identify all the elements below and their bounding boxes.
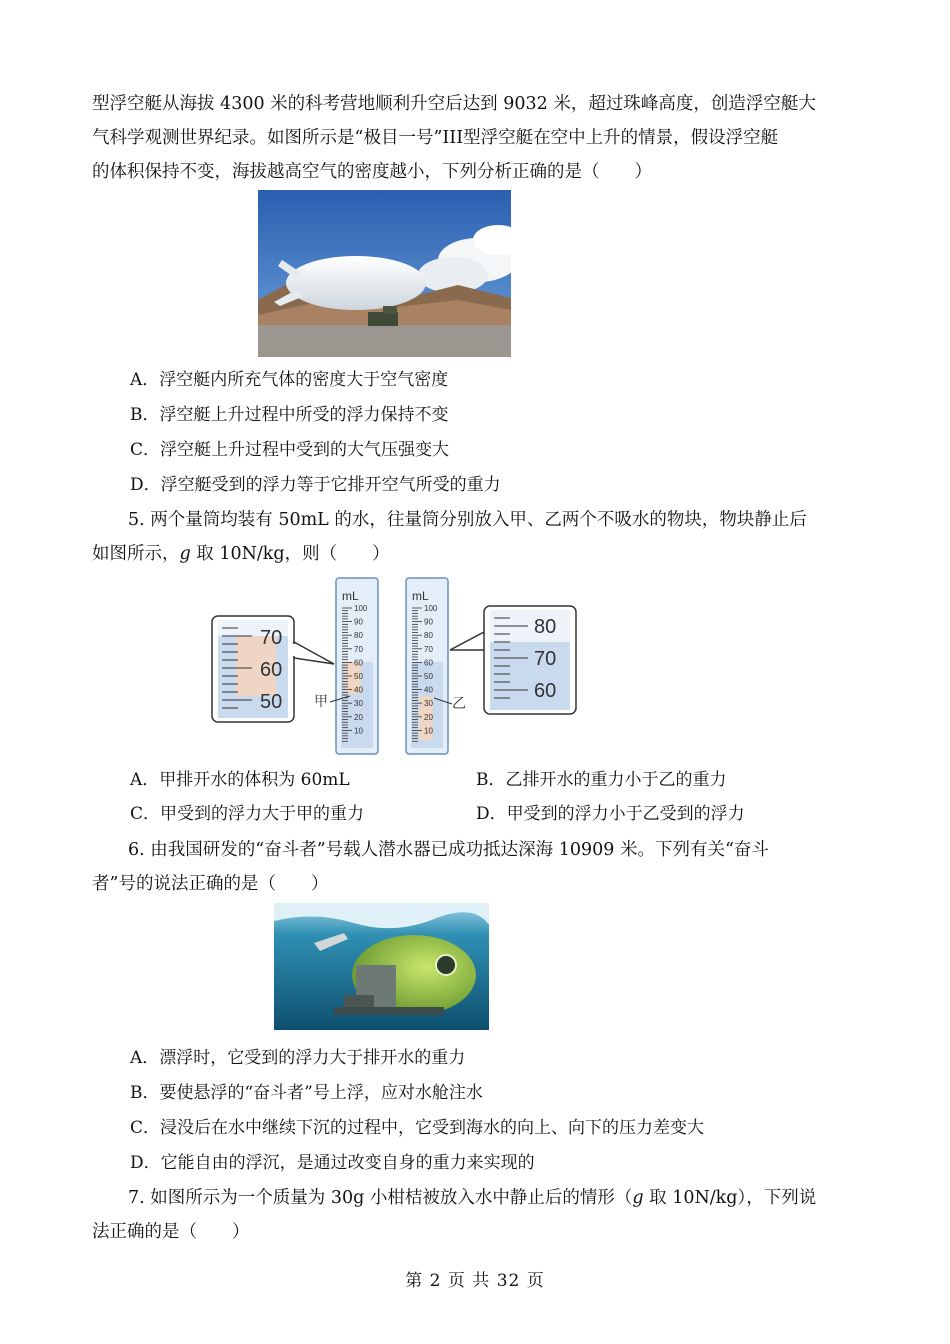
left-cylinder-scale-label: 10 [354,726,363,736]
q5-option-b: B．乙排开水的重力小于乙的重力 [476,770,727,790]
label-jia: 甲 [314,693,328,709]
left-zoom-mark-60: 60 [260,659,283,681]
left-cylinder-scale-label: 80 [354,631,363,641]
label-yi: 乙 [452,695,466,711]
q4-option-a: A．浮空艇内所充气体的密度大于空气密度 [130,370,449,390]
left-cylinder-scale-label: 50 [354,672,363,681]
q6-option-d: D．它能自由的浮沉，是通过改变自身的重力来实现的 [130,1153,535,1173]
q4-option-b: B．浮空艇上升过程中所受的浮力保持不变 [130,405,449,425]
right-zoom-mark-60: 60 [534,680,557,702]
q6-option-b: B．要使悬浮的“奋斗者”号上浮，应对水舱注水 [130,1083,483,1103]
q5-option-a: A．甲排开水的体积为 60mL [130,770,350,790]
q4-text-line-1: 型浮空艇从海拔 4300 米的科考营地顺利升空后达到 9032 米，超过珠峰高度，创造浮空艇大 [92,94,816,114]
q5-text-line-2: 如图所示，g 取 10N/kg，则（ ） [92,544,390,564]
right-zoom-mark-80: 80 [534,616,557,638]
q6-option-a: A．漂浮时，它受到的浮力大于排开水的重力 [130,1048,466,1068]
q7-text-line-1: 7. 如图所示为一个质量为 30g 小柑桔被放入水中静止后的情形（g 取 10N/kg），下列说 [128,1188,817,1208]
q5-text-line-1: 5. 两个量筒均装有 50mL 的水，往量筒分别放入甲、乙两个不吸水的物块，物块静止后 [128,510,807,530]
left-zoom-mark-70: 70 [260,627,283,649]
graduated-cylinders-figure [208,576,580,758]
left-cylinder-scale-label: 20 [354,712,363,722]
left-cylinder-scale-label: 100 [354,604,368,613]
q4-option-d: D．浮空艇受到的浮力等于它排开空气所受的重力 [130,475,501,495]
q6-text-line-1: 6. 由我国研发的“奋斗者”号载人潜水器已成功抵达深海 10909 米。下列有关“奋斗 [128,840,769,860]
right-cylinder-scale-label: 70 [424,644,433,654]
right-cylinder-scale-label: 40 [424,685,433,695]
left-cylinder-scale-label: 40 [354,685,363,695]
left-cylinder-scale-label: 30 [354,699,363,709]
q7-text-line-2: 法正确的是（ ） [92,1222,250,1242]
right-cylinder-scale-label: 90 [424,617,433,627]
right-cylinder-scale-label: 60 [424,658,433,668]
submersible-photo [274,903,489,1030]
left-zoom-mark-50: 50 [260,691,283,713]
right-cylinder-scale-label: 20 [424,712,433,722]
right-cylinder-scale-label: 10 [424,726,433,736]
left-cylinder-unit: mL [342,589,359,603]
right-cylinder-scale-label: 30 [424,699,433,709]
right-cylinder-scale-label: 80 [424,631,433,641]
q5-option-d: D．甲受到的浮力小于乙受到的浮力 [476,804,745,824]
left-cylinder-scale-label: 70 [354,644,363,654]
right-cylinder-scale-label: 100 [424,604,438,613]
q6-option-c: C．浸没后在水中继续下沉的过程中，它受到海水的向上、向下的压力差变大 [130,1118,705,1138]
q4-text-line-3: 的体积保持不变，海拔越高空气的密度越小，下列分析正确的是（ ） [92,162,652,182]
airship-photo [258,190,511,357]
page-footer: 第 2 页 共 32 页 [405,1271,545,1291]
q4-text-line-2: 气科学观测世界纪录。如图所示是“极目一号”III型浮空艇在空中上升的情景，假设浮空艇 [92,128,779,148]
right-cylinder-scale-label: 50 [424,672,433,681]
right-zoom-mark-70: 70 [534,648,557,670]
q5-option-c: C．甲受到的浮力大于甲的重力 [130,804,365,824]
q4-option-c: C．浮空艇上升过程中受到的大气压强变大 [130,440,450,460]
q6-text-line-2: 者”号的说法正确的是（ ） [92,874,329,894]
left-cylinder-scale-label: 90 [354,617,363,627]
left-cylinder-scale-label: 60 [354,658,363,668]
right-cylinder-unit: mL [412,589,429,603]
